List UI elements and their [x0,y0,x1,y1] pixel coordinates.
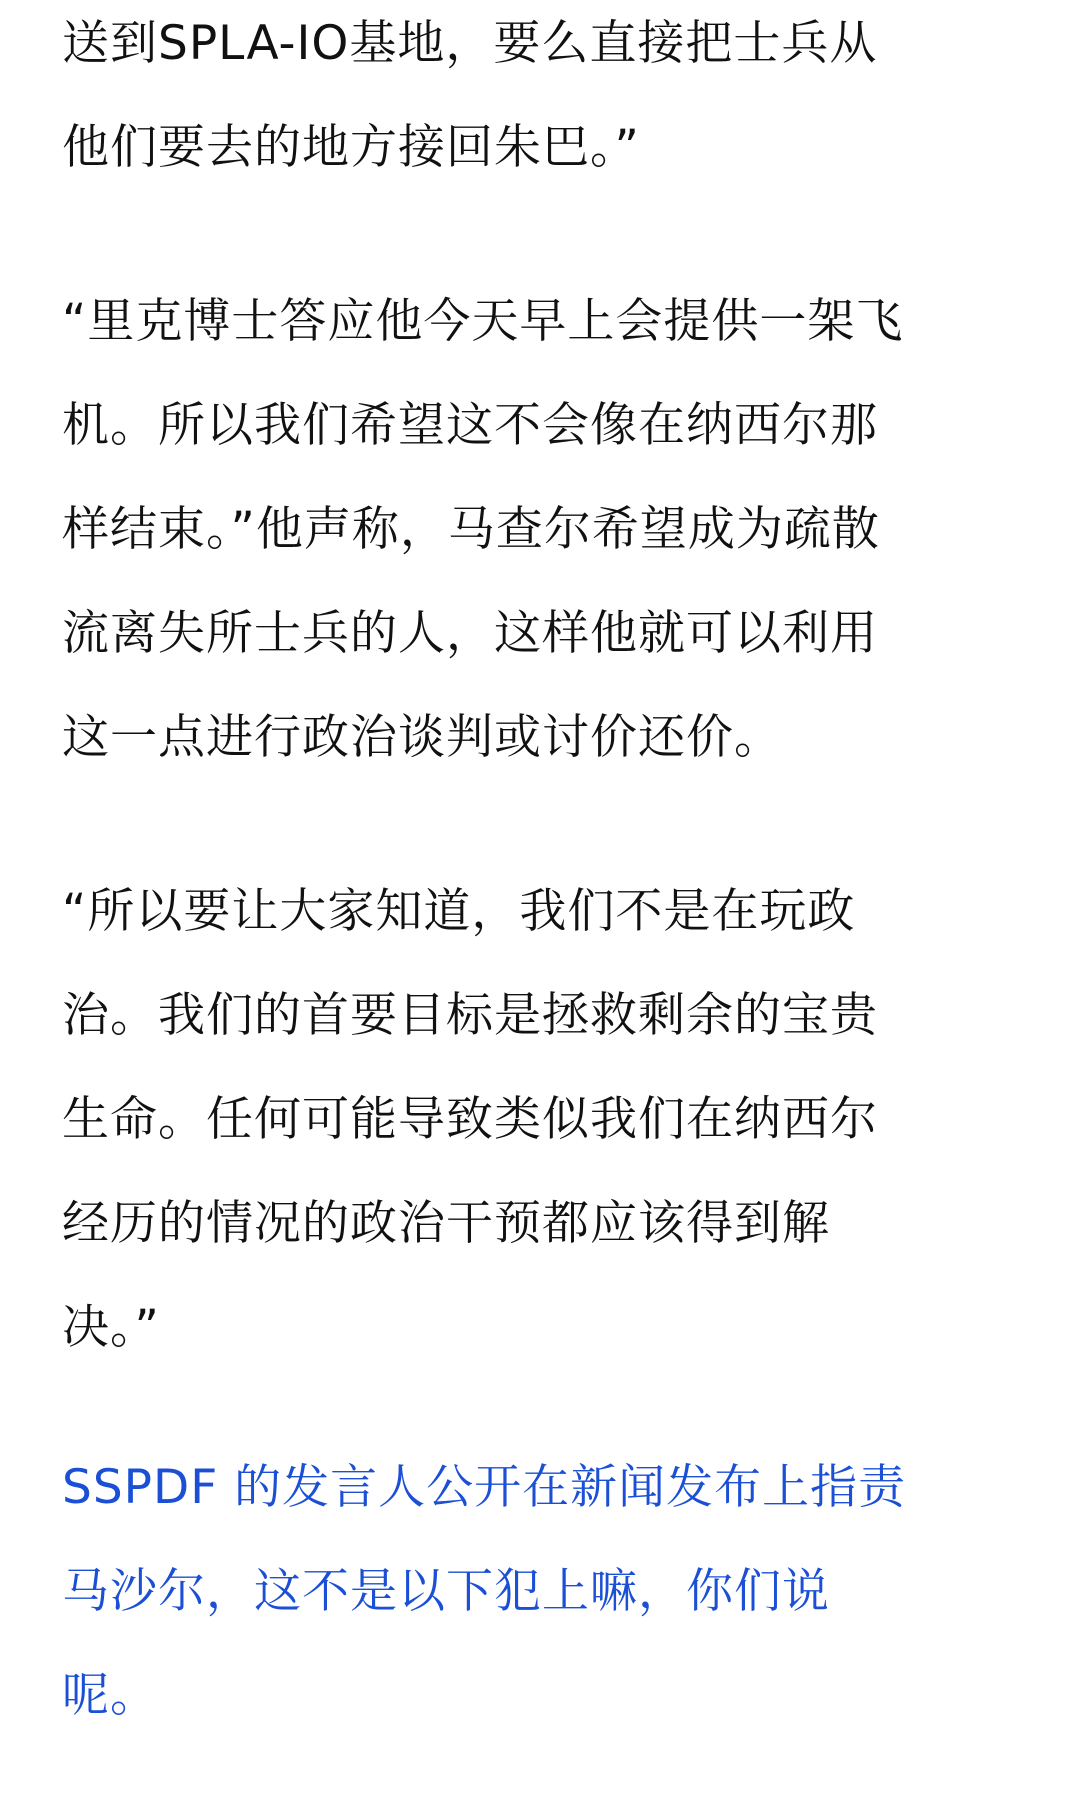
paragraph-line: SSPDF 的发言人公开在新闻发布上指责 [62,1460,907,1515]
paragraph-line: 治。我们的首要目标是拯救剩余的宝贵 [62,988,878,1043]
paragraph-4-highlighted [62,1436,906,1748]
paragraph-line: 呢。 [62,1668,158,1723]
paragraph-line: 决。” [62,1300,160,1355]
paragraph-line: 样结束。”他声称，马查尔希望成为疏散 [62,502,880,557]
paragraph-line: 送到SPLA-IO基地，要么直接把士兵从 [62,16,878,71]
paragraph-line: 机。所以我们希望这不会像在纳西尔那 [62,398,878,453]
paragraph-line: 这一点进行政治谈判或讨价还价。 [62,710,782,765]
paragraph-1 [62,0,877,200]
paragraph-line: 他们要去的地方接回朱巴。” [62,120,640,175]
paragraph-line: 流离失所士兵的人，这样他就可以利用 [62,606,878,661]
paragraph-line: “里克博士答应他今天早上会提供一架飞 [62,294,904,349]
paragraph-3 [62,860,878,1380]
paragraph-line: “所以要让大家知道，我们不是在玩政 [62,884,856,939]
paragraph-line: 经历的情况的政治干预都应该得到解 [62,1196,830,1251]
paragraph-2 [62,270,903,790]
paragraph-line: 生命。任何可能导致类似我们在纳西尔 [62,1092,878,1147]
paragraph-line: 马沙尔，这不是以下犯上嘛，你们说 [62,1564,830,1619]
